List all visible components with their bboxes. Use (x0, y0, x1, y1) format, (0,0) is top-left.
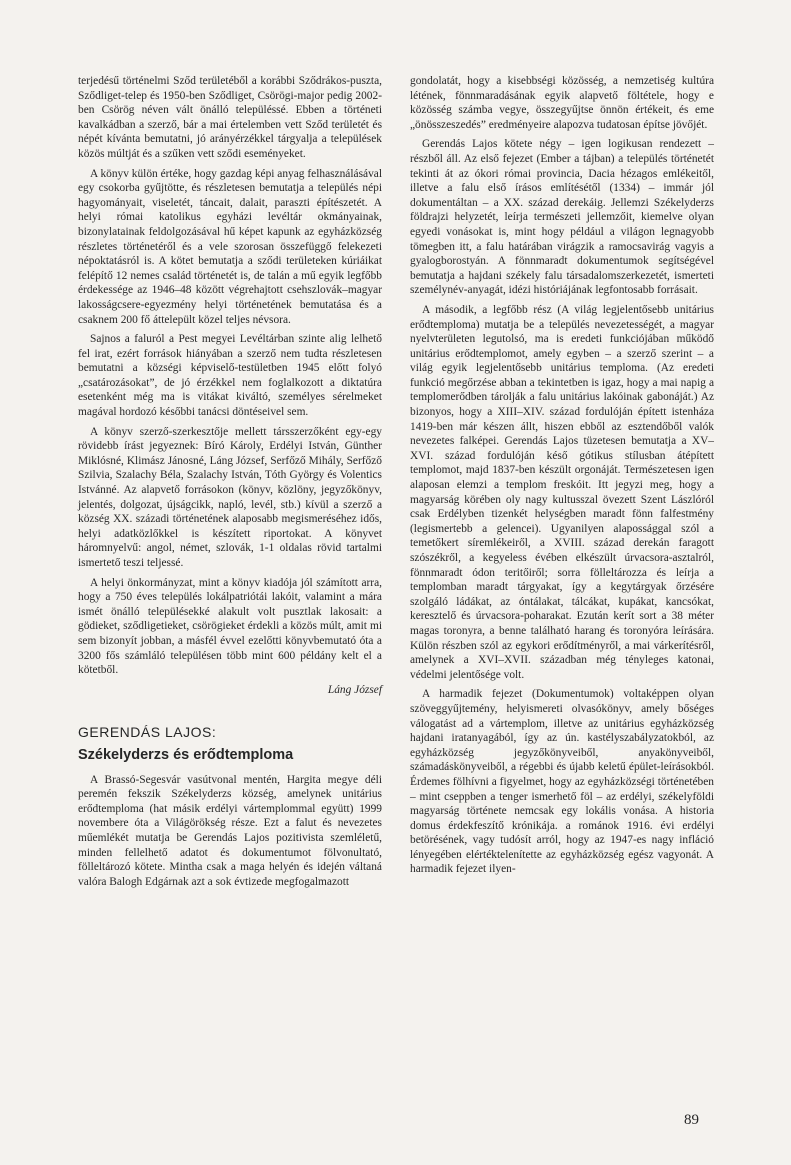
paragraph: A helyi önkormányzat, mint a könyv kiadója jól számított arra, hogy a 750 éves település lokálpatriótái lakóit, valamint a mára ismét önálló településekké alakult volt pusztlak lakosait: a gödieket, sződligetieket, csörögieket érdekli a közös múlt, amit mi sem bizonyít jobban, a másfél évvel ezelőtti könyvbemutató óta a 3200 fős számláló településen több mint 600 példány kelt el a kötetből. (78, 576, 382, 677)
paragraph: A harmadik fejezet (Dokumentumok) voltaképpen olyan szöveggyűjtemény, helyismereti olvasókönyv, amely bőséges válogatást ad a vártemplom, illetve az unitárius egyházközség hajdani iratanyagából, így az ún. kastélyszabályzatokból, az egyházközség jegyzőkönyveiből, anyakönyveiből, számadáskönyveiből, a régebbi és újabb keletű épület-leírásokból. Érdemes fölhívni a figyelmet, hogy az egyházközségi történetében – mint cseppben a tenger ismerhető föl – az erdélyi, székelyföldi magyarság története nemcsak egy lokális vonása. A historia domus érdekfeszítő krónikája. a románok 1916. évi erdélyi betörésének, vagy tudósít arról, hogy az 1947-es nagy infláció lényegében elértéktelenítette az egyházközség egész vagyonát. A harmadik fejezet ilyen- (410, 688, 714, 876)
paragraph: terjedésű történelmi Sződ területéből a korábbi Sződrákos-puszta, Sződliget-telep és 1950-ben Sződliget, Csörögi-major pedig 2002-ben Csörög néven vált önálló településsé. Ebben a történeti kavalkádban a szerző, bár a mai értelemben vett Sződ területét és népét kívánta bemutatni, jó arányérzékkel tárgyalja a települések közös múltját és a szűken vett sződi eseményeket. (78, 75, 382, 160)
paragraph: Sajnos a faluról a Pest megyei Levéltárban szinte alig lelhető fel irat, ezért források hiányában a szerző nem tudta részletesen bemutatni a községi képviselő-testületben 1945 előtt folyó „csatározásokat”, de jó érzékkel nem foglalkozott a diktatúra esetenként még ma is vitákat kiváltó, személyes sérelmeket magával hordozó későbbi tanácsi döntéseivel sem. (78, 333, 382, 419)
paragraph: A Brassó-Segesvár vasútvonal mentén, Hargita megye déli peremén fekszik Székelyderzs község, amelynek unitárius erődtemploma (hat másik erdélyi vártemplommal együtt) 1999 novembere óta a Világörökség része. Ezt a falut és nevezetes műemlékét mutatja be Gerendás Lajos pozitivista szemléletű, minden fellelhető adatot és dokumentumot fölvonultató, fölleltározó kötete. Mintha csak a maga helyén és idején váltaná valóra Balogh Edgárnak azt a sok évtizede megfogalmazott (78, 773, 382, 888)
article-title: Székelyderzs és erődtemploma (78, 746, 294, 763)
page-number: 89 (684, 1112, 699, 1128)
right-column (410, 74, 714, 882)
review-signature: Láng József (327, 683, 382, 696)
author-heading: GERENDÁS LAJOS: (78, 724, 217, 741)
left-column (78, 74, 382, 894)
paragraph: A könyv külön értéke, hogy gazdag képi anyag felhasználásával egy csokorba gyűjtötte, és részletesen bemutatja a település népi hagyományait, viseletét, táncait, dalait, paraszti építészetét. A helyi római katolikus egyházi levéltár okmányainak, bizonylatainak feldolgozásával hű képet kapunk az egyházközség részletes történetéről és a vele szorosan összefüggő felekezeti népoktatásról is. A kötet bemutatja a sződi területeken kúriáikat felépítő 12 nemes család történetét is, de talán a mű egyik legfőbb érdekessége az 1946–48 között végrehajtott csehszlovák–magyar lakosságcsere-egyezmény helyi történetének bemutatása és a csaknem 200 fő áttelepült közel teljes névsora. (78, 167, 382, 326)
paragraph: gondolatát, hogy a kisebbségi közösség, a nemzetiség kultúra létének, fönnmaradásának egyik alapvető föltétele, hogy e közösség számba vegye, összegyűjtse önnön értékeit, és eme „önösszeszedés” eredményeire alapozva tudatosan építse jövőjét. (410, 75, 714, 131)
paragraph: Gerendás Lajos kötete négy – igen logikusan rendezett – részből áll. Az első fejezet (Ember a tájban) a település történetét tekinti át az ókori római provincia, Dacia hézagos emlékeitől, illetve a falu első írásos említésétől (1334) – immár jól dokumentáltan – a XX. század derekáig. Jellemzi Székelyderzs földrajzi helyzetét, leírja természeti jellemzőit, kiemelve olyan egyedi vonásokat is, mint hogy például a világon legnagyobb tömegben itt, a falu határában virágzik a ramocsavirág vagyis a gyalogborostyán. A fönnmaradt dokumentumok segítségével bemutatja a hajdani székely falu társadalomszerkezetét, ismerteti személynév-anyagát, idézi históriájának legfontosabb forrásait. (410, 138, 714, 297)
paragraph: A második, a legfőbb rész (A világ legjelentősebb unitárius erődtemploma) mutatja be a település nevezetességét, a magyar nyelvterületen legutolsó, ma is eredeti funkciójában működő unitárius erődtemplomot, amely egyben – a szerző szerint – a világ egyik legjelentősebb unitárius temploma. (Az eredeti funkció megőrzése abban a tekintetben is igaz, hogy a mai napig a templomerődben tárolják a falu unitárius lakóinak gabonáját.) Az bizonyos, hogy a XIII–XIV. század fordulóján épített istenháza 1419-ben már készen állt, hiszen ebből az esztendőből valók nevezetes falképei. Gerendás Lajos tüzetesen bemutatja a XV–XVI. század fordulóján késő gótikus stílusban átépített templomot, majd 1837-ben készült orgonáját. Természetesen igen alaposan elemzi a templom freskóit. Itt jegyzi meg, hogy a magyarság körében oly nagy kultusszal övezett Szent Lászlóról csak Erdélyben tizenkét helységben maradt fönn falfestmény (legismertebb a gelencei). Ugyanilyen alapossággal szól a temetőkert síremlékeiről, a XVIII. század derekán faragott szószékről, a kegyeless évében elkészült úrvacsora-asztalról, fönnmaradt ódon teritőiről; sorra fölleltározza és leírja a templomban maradt tárgyakat, így a kegytárgyak őrzésére szolgáló ládákat, az óntálakat, tálcákat, kupákat, kancsókat, keresztelő és úrvacsora-poharakat. Ezután kerít sort a 38 méter magas toronyra, a benne található harang és toronyóra leírására. Külön részben szól az egykori erődítményről, a mai várkerítésről, amelynek a XVI–XVII. században még tényleges katonai, védelmi jelentősége volt. (410, 303, 714, 681)
paragraph: A könyv szerző-szerkesztője mellett társszerzőként egy-egy rövidebb írást jegyeznek: Bíró Károly, Erdélyi István, Günther Miklósné, Klimász Jánosné, Láng József, Serfőző Mihály, Serfőző Szilvia, Szalachy Béla, Szalachy István, Tóth György és Volentics Istvánné. Az alapvető forrásokon (könyv, közlöny, jegyzőkönyv, jelentés, dolgozat, újságcikk, napló, levél, stb.) kívül a szerző a község XX. századi történetének alaposabb megismeréséhez idős, helyi adatközlőkkel is készített riportokat. A könyvet háromnyelvű: angol, német, szlovák, 1-1 oldalas rövid tartalmi ismertető teszi teljessé. (78, 425, 382, 569)
